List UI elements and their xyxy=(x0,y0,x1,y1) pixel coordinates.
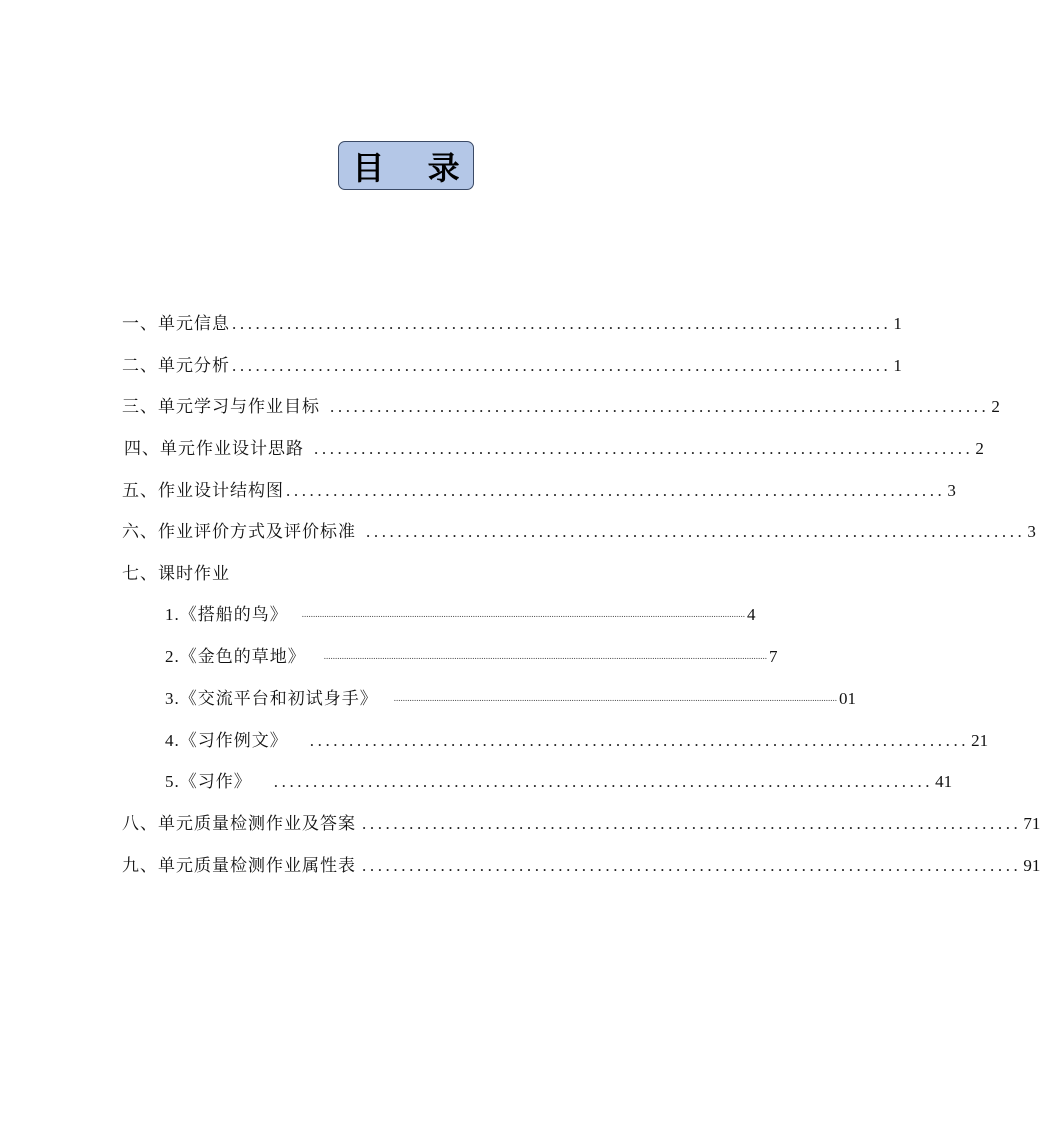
toc-subentry-1[interactable] xyxy=(165,602,756,628)
page-title: 目 录 xyxy=(352,148,476,187)
toc-entry-label: 三、单元学习与作业目标 xyxy=(122,397,320,417)
toc-entry-unit-analysis[interactable] xyxy=(122,353,902,379)
toc-entry-unit-info[interactable] xyxy=(122,311,902,337)
toc-entry-page: 91 xyxy=(1023,856,1040,875)
toc-entry-page: 71 xyxy=(1023,814,1040,833)
toc-entry-label: 七、课时作业 xyxy=(122,564,230,584)
toc-entry-number: 3. xyxy=(165,689,180,708)
toc-subentry-4[interactable] xyxy=(165,728,989,754)
toc-entry-page: 3 xyxy=(947,481,956,500)
toc-dot-leader: .................................................................................... xyxy=(362,856,1022,875)
toc-entry-number: 4. xyxy=(165,731,180,750)
toc-entry-label: 《金色的草地》 xyxy=(179,647,306,667)
toc-entry-label: 《交流平台和初试身手》 xyxy=(179,689,378,709)
toc-dot-leader: .................................................................................... xyxy=(286,481,946,500)
toc-entry-attribute-table[interactable] xyxy=(122,853,1040,879)
toc-entry-label: 六、作业评价方式及评价标准 xyxy=(122,522,356,542)
toc-entry-number: 5. xyxy=(165,772,180,791)
toc-subentry-2[interactable] xyxy=(165,644,778,670)
toc-entry-number: 2. xyxy=(165,647,180,666)
toc-dot-leader: ..................................................................................................................................................................................................... xyxy=(301,609,745,619)
toc-entry-page: 4 xyxy=(747,605,756,624)
toc-entry-lesson-homework[interactable] xyxy=(122,561,322,587)
toc-entry-learning-goals[interactable] xyxy=(122,394,1000,420)
toc-dot-leader: .................................................................................... xyxy=(232,314,892,333)
toc-entry-label: 九、单元质量检测作业属性表 xyxy=(122,856,356,876)
toc-entry-page: 2 xyxy=(975,439,984,458)
toc-entry-page: 1 xyxy=(893,314,902,333)
toc-entry-structure-diagram[interactable] xyxy=(122,478,956,504)
toc-dot-leader: .................................................................................... xyxy=(273,772,934,791)
toc-entry-label: 二、单元分析 xyxy=(122,356,230,376)
toc-entry-label: 一、单元信息 xyxy=(122,314,230,334)
toc-entry-quality-test[interactable] xyxy=(122,811,1040,837)
toc-entry-page: 2 xyxy=(991,397,1000,416)
toc-entry-page: 1 xyxy=(893,356,902,375)
toc-entry-label: 五、作业设计结构图 xyxy=(122,481,284,501)
toc-entry-design-ideas[interactable] xyxy=(124,436,984,462)
toc-entry-label: 四、单元作业设计思路 xyxy=(124,439,304,459)
toc-dot-leader: ..................................................................................................................................................................................................... xyxy=(393,693,837,703)
toc-subentry-3[interactable] xyxy=(165,686,856,712)
toc-dot-leader: .................................................................................... xyxy=(309,731,970,750)
toc-entry-label: 《习作例文》 xyxy=(179,731,288,751)
toc-entry-number: 1. xyxy=(165,605,180,624)
toc-dot-leader: .................................................................................... xyxy=(366,522,1026,541)
toc-entry-page: 01 xyxy=(839,689,856,708)
toc-entry-label: 《搭船的鸟》 xyxy=(179,605,288,625)
toc-entry-page: 3 xyxy=(1027,522,1036,541)
toc-dot-leader: .................................................................................... xyxy=(330,397,990,416)
toc-entry-page: 41 xyxy=(935,772,953,791)
toc-subentry-5[interactable] xyxy=(165,769,953,795)
toc-dot-leader: ..................................................................................................................................................................................................... xyxy=(323,651,767,661)
toc-dot-leader: .................................................................................... xyxy=(362,814,1022,833)
toc-entry-evaluation[interactable] xyxy=(122,519,1036,545)
toc-dot-leader: .................................................................................... xyxy=(314,439,974,458)
toc-entry-page: 7 xyxy=(769,647,778,666)
toc-entry-label: 八、单元质量检测作业及答案 xyxy=(122,814,356,834)
toc-dot-leader: .................................................................................... xyxy=(232,356,892,375)
toc-entry-page: 21 xyxy=(971,731,989,750)
toc-entry-label: 《习作》 xyxy=(179,772,252,792)
